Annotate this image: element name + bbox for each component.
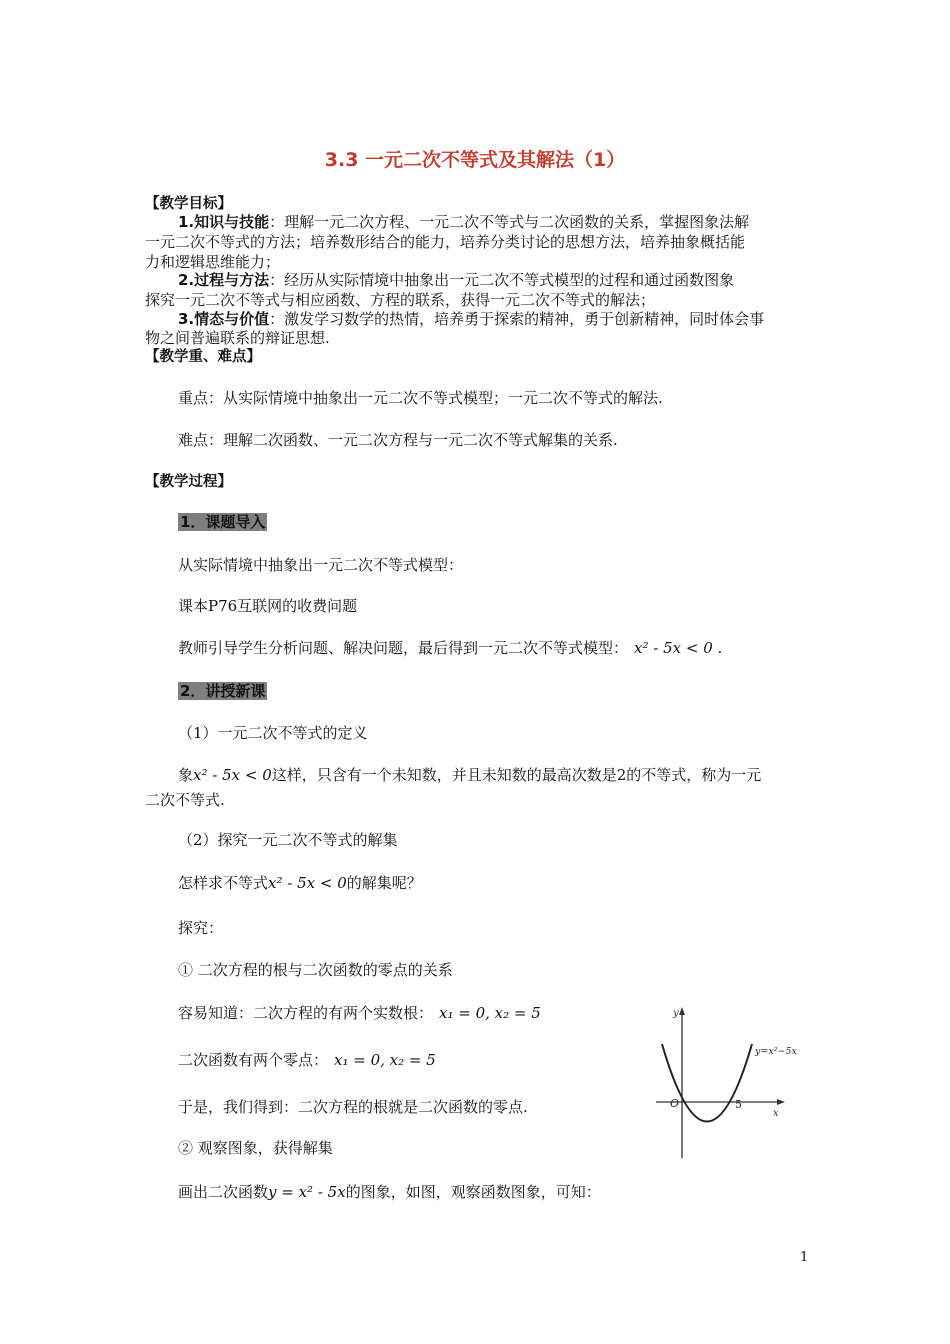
process-header: 【教学过程】: [145, 474, 232, 490]
goal-3-line2: 物之间普遍联系的辩证思想.: [145, 329, 330, 347]
step-1-label: 1．课题导入: [180, 513, 266, 531]
draw-suffix: 的图象，如图，观察函数图象，可知：: [345, 1183, 601, 1201]
key-point: 重点：从实际情境中抽象出一元二次不等式模型；一元二次不等式的解法.: [178, 389, 663, 407]
goal-1-line3: 力和逻辑思维能力；: [145, 253, 281, 271]
page-title: 3.3 一元二次不等式及其解法（1）: [324, 149, 626, 171]
origin-label: O: [670, 1097, 680, 1110]
goal-2: [178, 270, 734, 290]
roots-text: 容易知道：二次方程的有两个实数根：: [178, 1004, 434, 1022]
step-1-text: 教师引导学生分析问题、解决问题，最后得到一元二次不等式模型：: [178, 639, 629, 657]
step-1-math: x² - 5x < 0 .: [634, 639, 723, 657]
goal-1-text: ：理解一元二次方程、一元二次不等式与二次函数的关系，掌握图象法解: [269, 213, 750, 231]
goal-2-line2: 探究一元二次不等式与相应函数、方程的联系，获得一元二次不等式的解法；: [145, 291, 656, 309]
zeros-line: [178, 1050, 436, 1070]
curve-label: y=x²−5x: [755, 1046, 797, 1057]
x-label: x: [773, 1108, 779, 1119]
explore-title: （2）探究一元二次不等式的解集: [178, 831, 398, 849]
definition-line1: [178, 765, 761, 785]
step-1-line3: [178, 638, 722, 658]
step-2-heading: [178, 681, 267, 701]
five-label: 5: [735, 1098, 742, 1111]
goals-header: 【教学目标】: [145, 196, 232, 212]
zeros-text: 二次函数有两个零点：: [178, 1051, 329, 1069]
roots-math: x₁ = 0, x₂ = 5: [439, 1004, 541, 1022]
question-math: x² - 5x < 0: [268, 874, 347, 892]
x-axis-arrow: [777, 1099, 785, 1105]
definition-prefix: 象: [178, 766, 194, 784]
step-1-heading: [178, 512, 267, 532]
roots-line: [178, 1003, 541, 1023]
definition-title: （1）一元二次不等式的定义: [178, 724, 368, 742]
circle-2: ② 观察图象，获得解集: [178, 1139, 333, 1157]
goal-2-text: ：经历从实际情境中抽象出一元二次不等式模型的过程和通过函数图象: [269, 271, 735, 289]
goal-1: [178, 212, 749, 232]
step-2-label: 2．讲授新课: [180, 682, 266, 700]
key-header: 【教学重、难点】: [145, 349, 261, 365]
circle-1: ① 二次方程的根与二次函数的零点的关系: [178, 961, 453, 979]
y-label: y: [673, 1008, 679, 1019]
goal-3-label: 3.情态与价值: [178, 310, 270, 328]
zeros-math: x₁ = 0, x₂ = 5: [334, 1051, 436, 1069]
goal-2-label: 2.过程与方法: [178, 271, 270, 289]
step-1-line1: 从实际情境中抽象出一元二次不等式模型：: [178, 556, 464, 574]
question-prefix: 怎样求不等式: [178, 874, 269, 892]
question-line: [178, 873, 422, 893]
parabola-graph: [652, 1004, 797, 1160]
hard-point: 难点：理解二次函数、一元二次方程与一元二次不等式解集的关系.: [178, 431, 618, 449]
question-suffix: 的解集呢？: [346, 874, 422, 892]
draw-prefix: 画出二次函数: [178, 1183, 269, 1201]
definition-suffix: 这样，只含有一个未知数，并且未知数的最高次数是2的不等式，称为一元: [271, 766, 762, 784]
step-1-line2: 课本P76互联网的收费问题: [178, 597, 358, 615]
definition-math: x² - 5x < 0: [193, 766, 272, 784]
conclusion: 于是，我们得到：二次方程的根就是二次函数的零点.: [178, 1098, 528, 1116]
draw-math: y = x² - 5x: [268, 1183, 346, 1201]
goal-1-line2: 一元二次不等式的方法；培养数形结合的能力，培养分类讨论的思想方法，培养抽象概括能: [145, 233, 746, 251]
goal-1-label: 1.知识与技能: [178, 213, 270, 231]
y-axis-arrow: [679, 1007, 685, 1015]
goal-3: [178, 309, 764, 329]
draw-line: [178, 1182, 601, 1202]
explore-label: 探究：: [178, 919, 224, 937]
page-number: 1: [800, 1250, 809, 1265]
goal-3-text: ：激发学习数学的热情，培养勇于探索的精神，勇于创新精神，同时体会事: [269, 310, 765, 328]
definition-line2: 二次不等式.: [145, 791, 225, 809]
